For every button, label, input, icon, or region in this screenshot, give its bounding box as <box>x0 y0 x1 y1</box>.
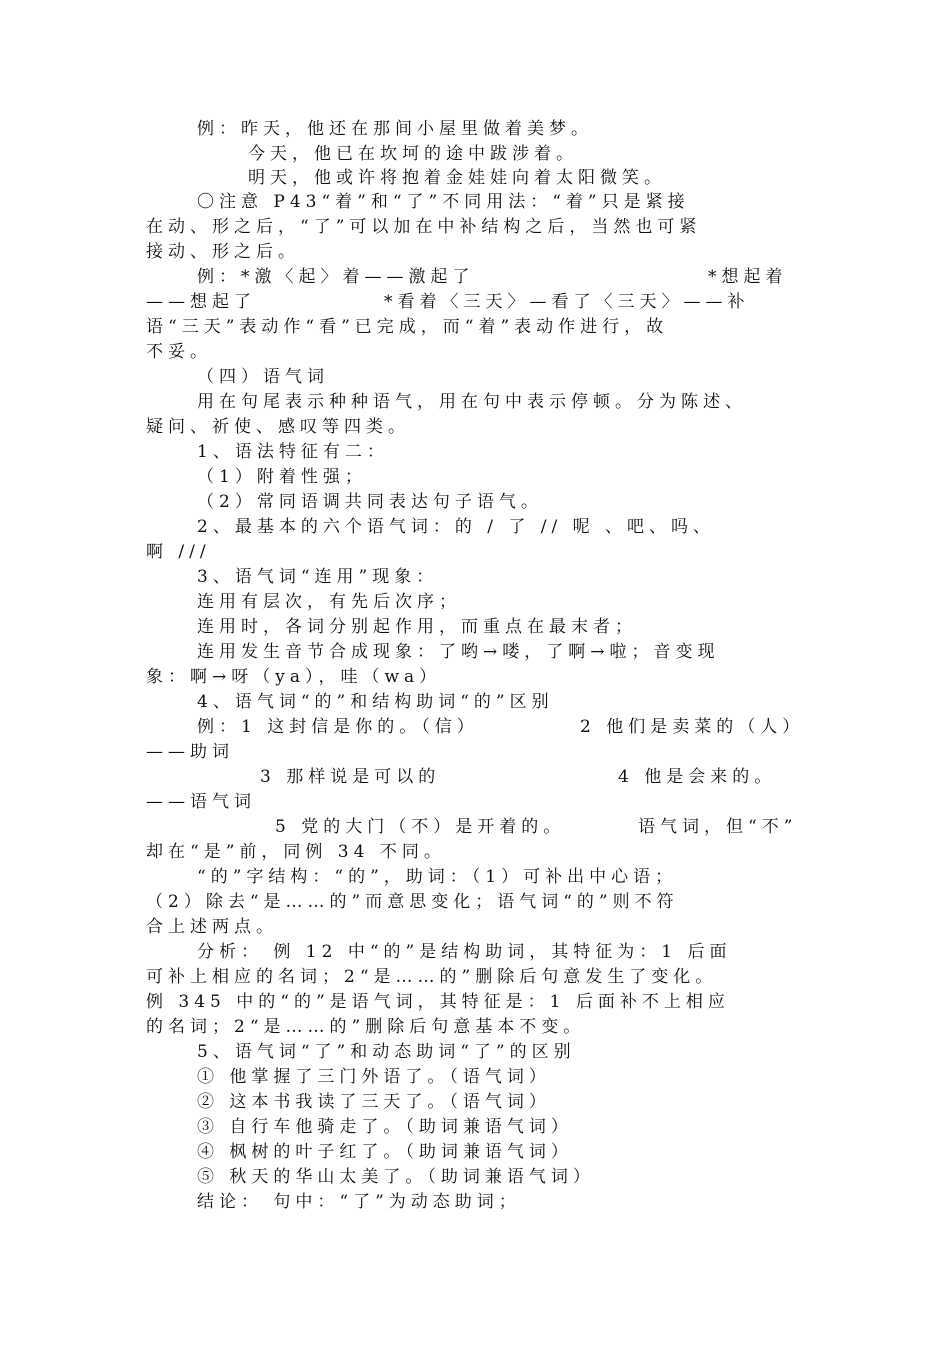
text-line: 结论： 句中：“了”为动态助词； <box>197 1192 521 1212</box>
text-line: 5、语气词“了”和动态助词“了”的区别 <box>197 1042 576 1062</box>
list-item: ③ 自行车他骑走了。（助词兼语气词） <box>197 1117 573 1137</box>
text-line: 1、语法特征有二： <box>197 442 389 462</box>
text-line: 今天，他已在坎坷的途中跋涉着。 <box>248 144 578 164</box>
list-item: ② 这本书我读了三天了。（语气词） <box>197 1092 551 1112</box>
text-line: 2、最基本的六个语气词：的 / 了 // 呢 、吧、吗、 <box>197 517 716 537</box>
text-line: 用在句尾表示种种语气，用在句中表示停顿。分为陈述、 <box>197 392 747 412</box>
text-line: 4、语气词“的”和结构助词“的”区别 <box>197 692 554 712</box>
text-line: 例：*激〈起〉着——激起了 <box>197 267 475 287</box>
text-line: 明天，他或许将抱着金娃娃向着太阳微笑。 <box>248 168 666 188</box>
text-line: ——语气词 <box>146 792 256 812</box>
text-line: 啊 /// <box>146 542 211 562</box>
text-line: 例：1 这封信是你的。（信） <box>197 717 479 737</box>
text-line: 4 他是会来的。 <box>618 767 777 787</box>
text-line: 象：啊→呀（ya），哇（wa） <box>146 667 442 687</box>
text-line: 疑问、祈使、感叹等四类。 <box>146 417 410 437</box>
text-line: *想起着 <box>708 267 788 287</box>
text-line: 语气词，但“不” <box>638 817 798 837</box>
text-line: 3、语气词“连用”现象： <box>197 567 439 587</box>
section-heading: （四）语气词 <box>197 367 329 387</box>
text-line: 不妥。 <box>146 342 212 362</box>
text-line: 连用时，各词分别起作用，而重点在最末者； <box>197 617 637 637</box>
text-line: ——想起了 <box>146 292 256 312</box>
text-line: 2 他们是卖菜的（人） <box>580 717 805 737</box>
text-line: （2）除去“是……的”而意思变化；语气词“的”则不符 <box>146 892 679 912</box>
text-line: 3 那样说是可以的 <box>260 767 441 787</box>
text-line: 语“三天”表动作“看”已完成，而“着”表动作进行，故 <box>146 317 669 337</box>
text-line: ——助词 <box>146 742 234 762</box>
list-item: ① 他掌握了三门外语了。（语气词） <box>197 1067 551 1087</box>
text-line: 接动、形之后。 <box>146 242 300 262</box>
list-item: ④ 枫树的叶子红了。（助词兼语气词） <box>197 1142 573 1162</box>
text-line: （1）附着性强； <box>197 467 367 487</box>
text-line: 连用发生音节合成现象：了哟→喽，了啊→啦；音变现 <box>197 642 720 662</box>
text-line: 的名词；2“是……的”删除后句意基本不变。 <box>146 1017 586 1037</box>
text-line: 在动、形之后，“了”可以加在中补结构之后，当然也可紧 <box>146 217 702 237</box>
text-line: （2）常同语调共同表达句子语气。 <box>197 492 543 512</box>
text-line: 合上述两点。 <box>146 917 278 937</box>
text-line: 却在“是”前，同例 34 不同。 <box>146 842 446 862</box>
text-line: *看着〈三天〉—看了〈三天〉——补 <box>384 292 750 312</box>
text-line: 5 党的大门（不）是开着的。 <box>275 817 566 837</box>
text-line: 〇注意 P43“着”和“了”不同用法：“着”只是紧接 <box>197 192 690 212</box>
text-line: 连用有层次，有先后次序； <box>197 592 461 612</box>
text-line: 可补上相应的名词；2“是……的”删除后句意发生了变化。 <box>146 967 718 987</box>
text-line: 例：昨天，他还在那间小屋里做着美梦。 <box>197 119 593 139</box>
list-item: ⑤ 秋天的华山太美了。（助词兼语气词） <box>197 1167 595 1187</box>
text-line: 例 345 中的“的”是语气词，其特征是：1 后面补不上相应 <box>146 992 730 1012</box>
text-line: 分析： 例 12 中“的”是结构助词，其特征为：1 后面 <box>197 942 732 962</box>
text-line: “的”字结构：“的”，助词：（1）可补出中心语； <box>197 867 678 887</box>
